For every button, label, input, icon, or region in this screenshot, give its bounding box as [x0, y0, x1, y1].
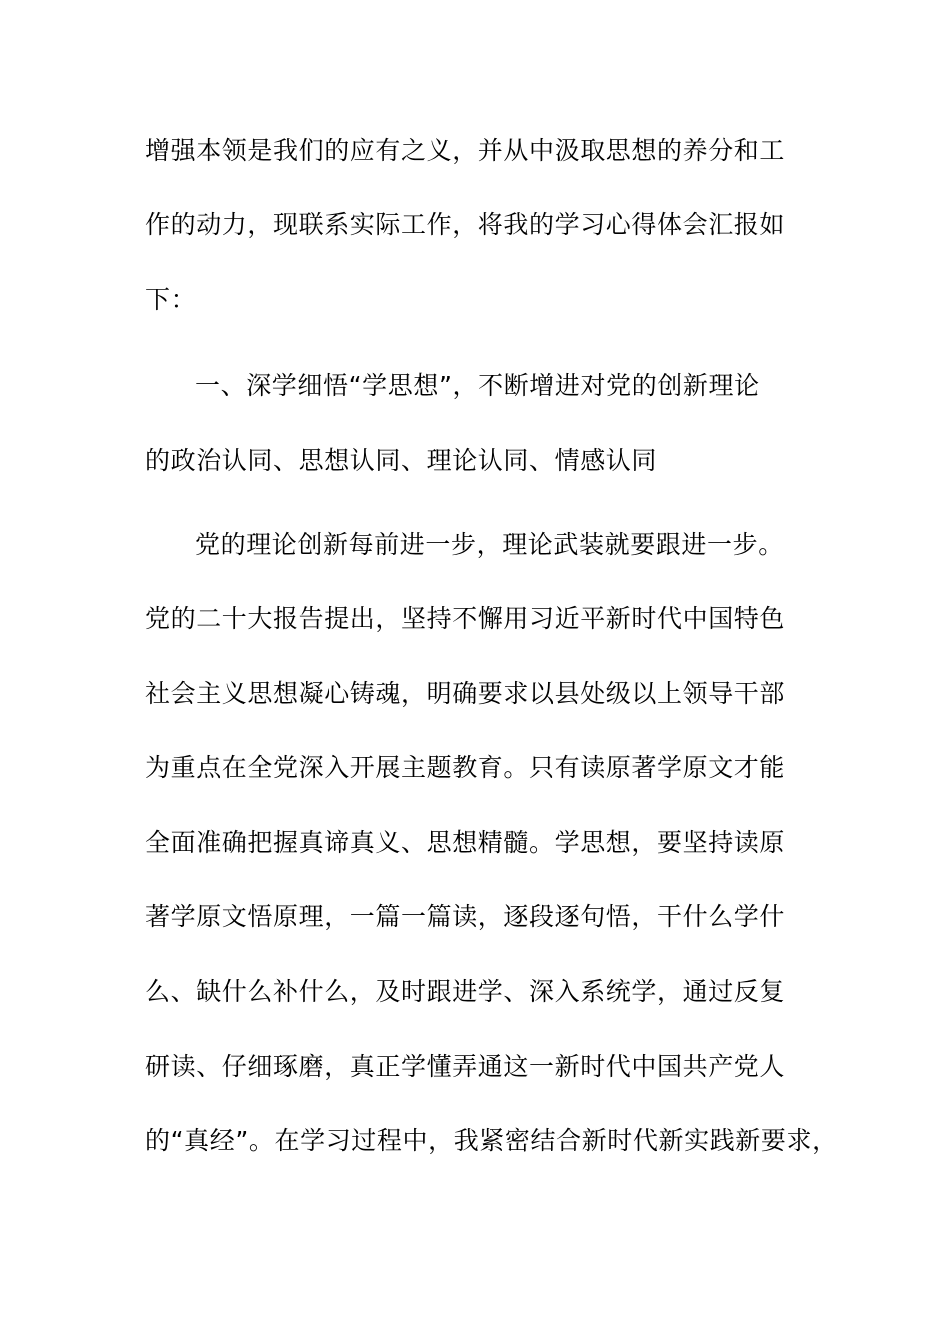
- body-text-line: 的“真经”。在学习过程中，我紧密结合新时代新实践新要求，: [145, 1126, 838, 1155]
- body-text-line: 增强本领是我们的应有之义，并从中汲取思想的养分和工: [145, 136, 786, 165]
- section-heading-line: 一、深学细悟“学思想”，不断增进对党的创新理论: [195, 371, 760, 400]
- body-text-line: 党的理论创新每前进一步，理论武装就要跟进一步。: [195, 530, 784, 559]
- body-text-line: 社会主义思想凝心铸魂，明确要求以县处级以上领导干部: [145, 679, 786, 708]
- body-text-line: 研读、仔细琢磨，真正学懂弄通这一新时代中国共产党人: [145, 1052, 786, 1081]
- body-text-line: 全面准确把握真谛真义、思想精髓。学思想，要坚持读原: [145, 828, 786, 857]
- body-text-line: 党的二十大报告提出，坚持不懈用习近平新时代中国特色: [145, 604, 786, 633]
- body-text-line: 下：: [145, 285, 197, 314]
- body-text-line: 著学原文悟原理，一篇一篇读，逐段逐句悟，干什么学什: [145, 902, 786, 931]
- body-text-line: 为重点在全党深入开展主题教育。只有读原著学原文才能: [145, 753, 786, 782]
- body-text-line: 么、缺什么补什么，及时跟进学、深入系统学，通过反复: [145, 977, 786, 1006]
- section-heading-line: 的政治认同、思想认同、理论认同、情感认同: [145, 446, 658, 475]
- body-text-line: 作的动力，现联系实际工作，将我的学习心得体会汇报如: [145, 210, 786, 239]
